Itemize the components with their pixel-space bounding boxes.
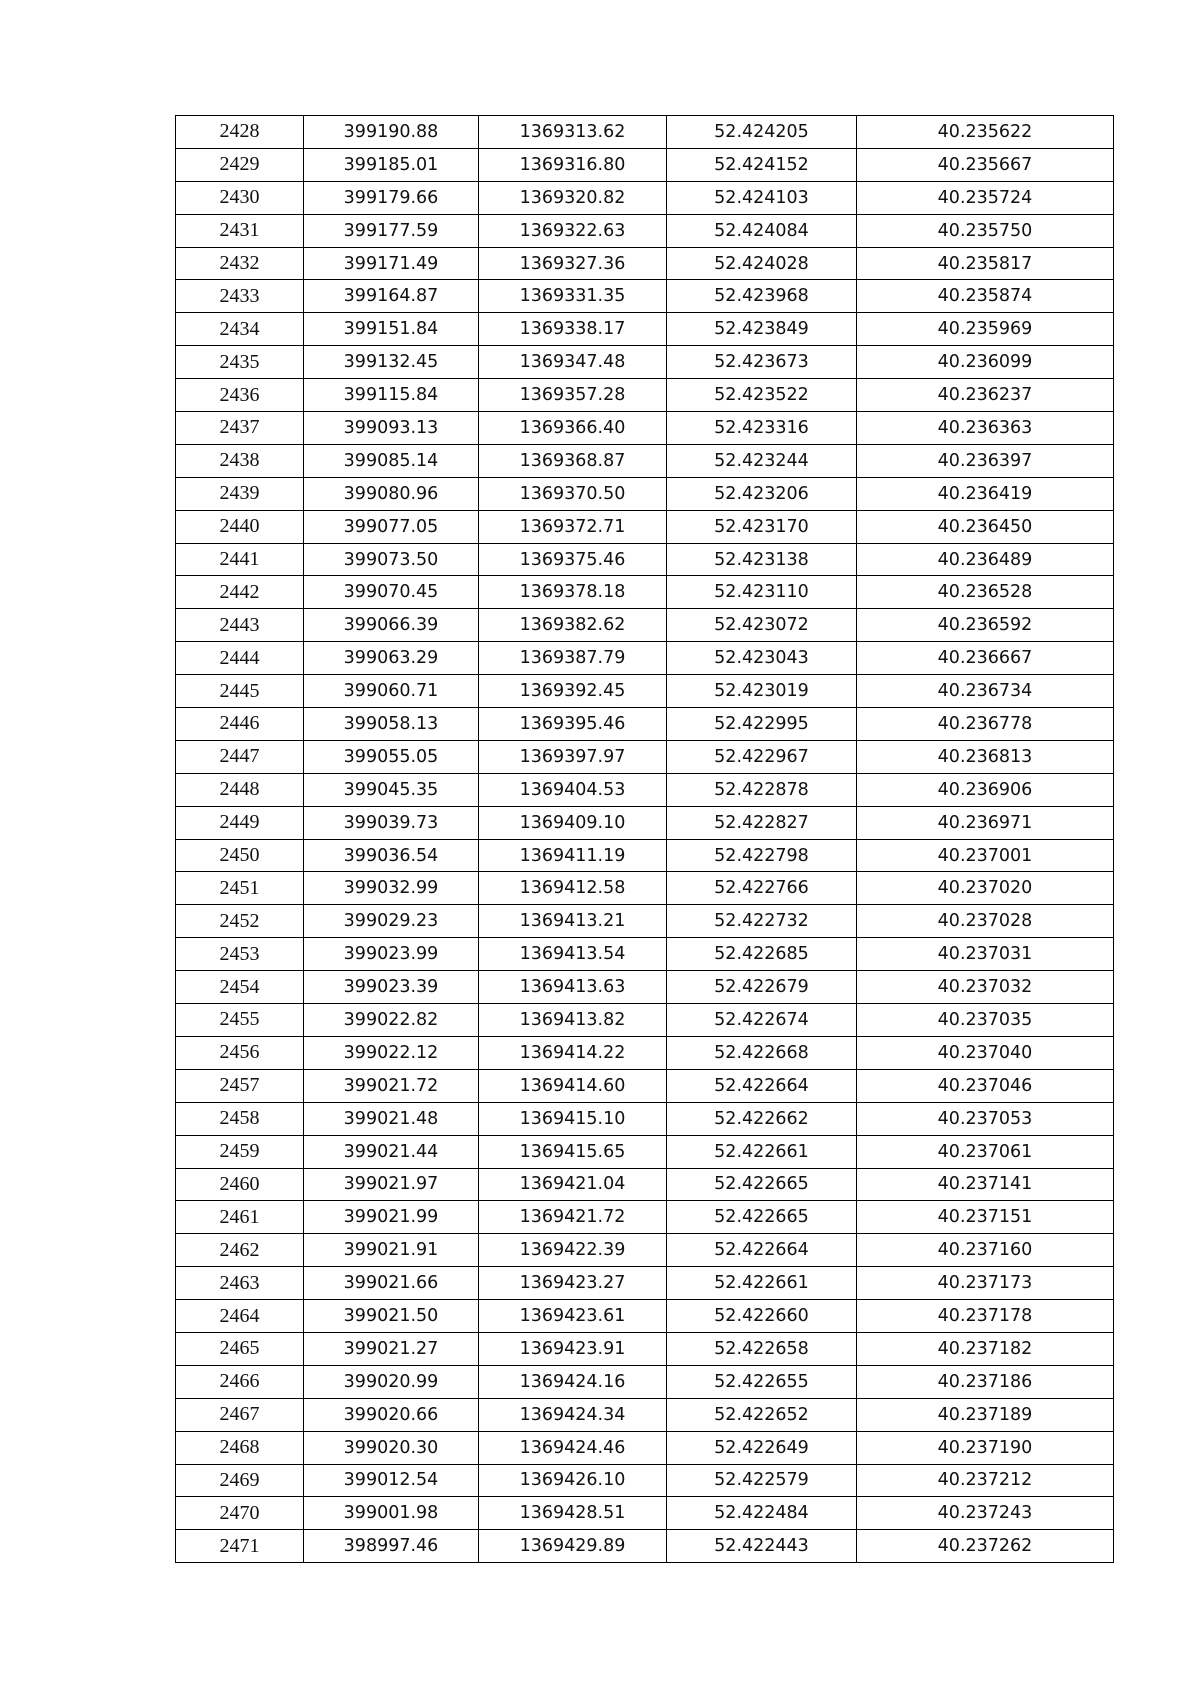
table-row [176, 773, 1114, 806]
latitude-cell: 52.423072 [667, 609, 857, 642]
longitude-cell: 40.237262 [857, 1530, 1114, 1563]
latitude-cell: 52.422655 [667, 1365, 857, 1398]
table-row [176, 740, 1114, 773]
point-number-cell: 2436 [176, 379, 304, 412]
table-row [176, 1398, 1114, 1431]
longitude-cell: 40.236237 [857, 379, 1114, 412]
latitude-cell: 52.422995 [667, 708, 857, 741]
table-row [176, 181, 1114, 214]
y-coordinate-cell: 1369413.63 [479, 971, 667, 1004]
point-number-cell: 2439 [176, 477, 304, 510]
longitude-cell: 40.237190 [857, 1431, 1114, 1464]
x-coordinate-cell: 399021.48 [304, 1102, 479, 1135]
y-coordinate-cell: 1369387.79 [479, 642, 667, 675]
latitude-cell: 52.423170 [667, 510, 857, 543]
x-coordinate-cell: 399023.39 [304, 971, 479, 1004]
longitude-cell: 40.236397 [857, 444, 1114, 477]
latitude-cell: 52.422679 [667, 971, 857, 1004]
x-coordinate-cell: 399093.13 [304, 412, 479, 445]
point-number-cell: 2458 [176, 1102, 304, 1135]
latitude-cell: 52.422827 [667, 806, 857, 839]
y-coordinate-cell: 1369327.36 [479, 247, 667, 280]
latitude-cell: 52.424103 [667, 181, 857, 214]
table-row [176, 510, 1114, 543]
point-number-cell: 2432 [176, 247, 304, 280]
latitude-cell: 52.423138 [667, 543, 857, 576]
latitude-cell: 52.424205 [667, 116, 857, 149]
longitude-cell: 40.237212 [857, 1464, 1114, 1497]
x-coordinate-cell: 399021.50 [304, 1300, 479, 1333]
latitude-cell: 52.423019 [667, 675, 857, 708]
table-row [176, 313, 1114, 346]
table-row [176, 1069, 1114, 1102]
x-coordinate-cell: 399039.73 [304, 806, 479, 839]
latitude-cell: 52.422579 [667, 1464, 857, 1497]
table-row [176, 543, 1114, 576]
longitude-cell: 40.237182 [857, 1332, 1114, 1365]
y-coordinate-cell: 1369414.60 [479, 1069, 667, 1102]
longitude-cell: 40.236813 [857, 740, 1114, 773]
latitude-cell: 52.422658 [667, 1332, 857, 1365]
x-coordinate-cell: 399151.84 [304, 313, 479, 346]
longitude-cell: 40.237053 [857, 1102, 1114, 1135]
y-coordinate-cell: 1369423.91 [479, 1332, 667, 1365]
point-number-cell: 2456 [176, 1036, 304, 1069]
table-row [176, 1497, 1114, 1530]
x-coordinate-cell: 399045.35 [304, 773, 479, 806]
latitude-cell: 52.422665 [667, 1201, 857, 1234]
longitude-cell: 40.237032 [857, 971, 1114, 1004]
y-coordinate-cell: 1369413.54 [479, 938, 667, 971]
latitude-cell: 52.422878 [667, 773, 857, 806]
x-coordinate-cell: 399164.87 [304, 280, 479, 313]
y-coordinate-cell: 1369331.35 [479, 280, 667, 313]
y-coordinate-cell: 1369429.89 [479, 1530, 667, 1563]
point-number-cell: 2467 [176, 1398, 304, 1431]
point-number-cell: 2431 [176, 214, 304, 247]
x-coordinate-cell: 398997.46 [304, 1530, 479, 1563]
table-row [176, 609, 1114, 642]
y-coordinate-cell: 1369424.46 [479, 1431, 667, 1464]
longitude-cell: 40.235969 [857, 313, 1114, 346]
y-coordinate-cell: 1369397.97 [479, 740, 667, 773]
longitude-cell: 40.237173 [857, 1267, 1114, 1300]
y-coordinate-cell: 1369411.19 [479, 839, 667, 872]
table-row [176, 346, 1114, 379]
latitude-cell: 52.422660 [667, 1300, 857, 1333]
table-row [176, 675, 1114, 708]
y-coordinate-cell: 1369347.48 [479, 346, 667, 379]
x-coordinate-cell: 399020.30 [304, 1431, 479, 1464]
longitude-cell: 40.237001 [857, 839, 1114, 872]
longitude-cell: 40.237020 [857, 872, 1114, 905]
point-number-cell: 2461 [176, 1201, 304, 1234]
longitude-cell: 40.235874 [857, 280, 1114, 313]
longitude-cell: 40.237160 [857, 1234, 1114, 1267]
longitude-cell: 40.237040 [857, 1036, 1114, 1069]
latitude-cell: 52.422664 [667, 1234, 857, 1267]
y-coordinate-cell: 1369368.87 [479, 444, 667, 477]
longitude-cell: 40.236971 [857, 806, 1114, 839]
latitude-cell: 52.423849 [667, 313, 857, 346]
latitude-cell: 52.422662 [667, 1102, 857, 1135]
point-number-cell: 2428 [176, 116, 304, 149]
x-coordinate-cell: 399077.05 [304, 510, 479, 543]
point-number-cell: 2469 [176, 1464, 304, 1497]
latitude-cell: 52.422668 [667, 1036, 857, 1069]
x-coordinate-cell: 399036.54 [304, 839, 479, 872]
table-row [176, 1135, 1114, 1168]
x-coordinate-cell: 399185.01 [304, 148, 479, 181]
table-row [176, 938, 1114, 971]
latitude-cell: 52.423206 [667, 477, 857, 510]
y-coordinate-cell: 1369413.21 [479, 905, 667, 938]
x-coordinate-cell: 399032.99 [304, 872, 479, 905]
longitude-cell: 40.236778 [857, 708, 1114, 741]
y-coordinate-cell: 1369357.28 [479, 379, 667, 412]
latitude-cell: 52.423316 [667, 412, 857, 445]
point-number-cell: 2464 [176, 1300, 304, 1333]
table-row [176, 1365, 1114, 1398]
longitude-cell: 40.237178 [857, 1300, 1114, 1333]
y-coordinate-cell: 1369415.65 [479, 1135, 667, 1168]
point-number-cell: 2443 [176, 609, 304, 642]
longitude-cell: 40.237189 [857, 1398, 1114, 1431]
point-number-cell: 2448 [176, 773, 304, 806]
y-coordinate-cell: 1369382.62 [479, 609, 667, 642]
point-number-cell: 2454 [176, 971, 304, 1004]
point-number-cell: 2465 [176, 1332, 304, 1365]
latitude-cell: 52.422798 [667, 839, 857, 872]
x-coordinate-cell: 399055.05 [304, 740, 479, 773]
longitude-cell: 40.235667 [857, 148, 1114, 181]
point-number-cell: 2438 [176, 444, 304, 477]
x-coordinate-cell: 399171.49 [304, 247, 479, 280]
y-coordinate-cell: 1369409.10 [479, 806, 667, 839]
table-row [176, 1332, 1114, 1365]
point-number-cell: 2463 [176, 1267, 304, 1300]
table-row [176, 1234, 1114, 1267]
x-coordinate-cell: 399022.12 [304, 1036, 479, 1069]
x-coordinate-cell: 399063.29 [304, 642, 479, 675]
table-row [176, 379, 1114, 412]
table-row [176, 1530, 1114, 1563]
x-coordinate-cell: 399023.99 [304, 938, 479, 971]
x-coordinate-cell: 399060.71 [304, 675, 479, 708]
table-row [176, 412, 1114, 445]
table-row [176, 971, 1114, 1004]
table-row [176, 148, 1114, 181]
y-coordinate-cell: 1369378.18 [479, 576, 667, 609]
x-coordinate-cell: 399012.54 [304, 1464, 479, 1497]
latitude-cell: 52.422484 [667, 1497, 857, 1530]
y-coordinate-cell: 1369415.10 [479, 1102, 667, 1135]
x-coordinate-cell: 399190.88 [304, 116, 479, 149]
y-coordinate-cell: 1369423.61 [479, 1300, 667, 1333]
longitude-cell: 40.237061 [857, 1135, 1114, 1168]
y-coordinate-cell: 1369320.82 [479, 181, 667, 214]
point-number-cell: 2441 [176, 543, 304, 576]
latitude-cell: 52.422664 [667, 1069, 857, 1102]
point-number-cell: 2449 [176, 806, 304, 839]
x-coordinate-cell: 399021.97 [304, 1168, 479, 1201]
point-number-cell: 2447 [176, 740, 304, 773]
y-coordinate-cell: 1369414.22 [479, 1036, 667, 1069]
latitude-cell: 52.422661 [667, 1135, 857, 1168]
x-coordinate-cell: 399029.23 [304, 905, 479, 938]
point-number-cell: 2466 [176, 1365, 304, 1398]
point-number-cell: 2445 [176, 675, 304, 708]
x-coordinate-cell: 399020.66 [304, 1398, 479, 1431]
y-coordinate-cell: 1369370.50 [479, 477, 667, 510]
latitude-cell: 52.422661 [667, 1267, 857, 1300]
longitude-cell: 40.235622 [857, 116, 1114, 149]
table-row [176, 1464, 1114, 1497]
y-coordinate-cell: 1369313.62 [479, 116, 667, 149]
latitude-cell: 52.423522 [667, 379, 857, 412]
x-coordinate-cell: 399066.39 [304, 609, 479, 642]
longitude-cell: 40.236489 [857, 543, 1114, 576]
table-row [176, 806, 1114, 839]
longitude-cell: 40.237243 [857, 1497, 1114, 1530]
longitude-cell: 40.236450 [857, 510, 1114, 543]
latitude-cell: 52.424028 [667, 247, 857, 280]
table-row [176, 444, 1114, 477]
table-row [176, 1036, 1114, 1069]
longitude-cell: 40.236592 [857, 609, 1114, 642]
table-row [176, 1300, 1114, 1333]
longitude-cell: 40.236906 [857, 773, 1114, 806]
y-coordinate-cell: 1369426.10 [479, 1464, 667, 1497]
table-row [176, 1004, 1114, 1037]
point-number-cell: 2462 [176, 1234, 304, 1267]
table-row [176, 214, 1114, 247]
longitude-cell: 40.237035 [857, 1004, 1114, 1037]
longitude-cell: 40.237186 [857, 1365, 1114, 1398]
table-row [176, 576, 1114, 609]
latitude-cell: 52.422443 [667, 1530, 857, 1563]
latitude-cell: 52.424152 [667, 148, 857, 181]
table-row [176, 872, 1114, 905]
coordinates-table-body [176, 116, 1114, 1563]
latitude-cell: 52.423244 [667, 444, 857, 477]
table-row [176, 1431, 1114, 1464]
point-number-cell: 2452 [176, 905, 304, 938]
y-coordinate-cell: 1369424.34 [479, 1398, 667, 1431]
x-coordinate-cell: 399080.96 [304, 477, 479, 510]
y-coordinate-cell: 1369413.82 [479, 1004, 667, 1037]
x-coordinate-cell: 399070.45 [304, 576, 479, 609]
point-number-cell: 2442 [176, 576, 304, 609]
point-number-cell: 2455 [176, 1004, 304, 1037]
point-number-cell: 2457 [176, 1069, 304, 1102]
table-row [176, 116, 1114, 149]
latitude-cell: 52.424084 [667, 214, 857, 247]
point-number-cell: 2434 [176, 313, 304, 346]
latitude-cell: 52.422665 [667, 1168, 857, 1201]
longitude-cell: 40.237028 [857, 905, 1114, 938]
longitude-cell: 40.235817 [857, 247, 1114, 280]
longitude-cell: 40.236419 [857, 477, 1114, 510]
point-number-cell: 2459 [176, 1135, 304, 1168]
point-number-cell: 2446 [176, 708, 304, 741]
point-number-cell: 2470 [176, 1497, 304, 1530]
table-row [176, 1201, 1114, 1234]
point-number-cell: 2433 [176, 280, 304, 313]
x-coordinate-cell: 399022.82 [304, 1004, 479, 1037]
y-coordinate-cell: 1369372.71 [479, 510, 667, 543]
y-coordinate-cell: 1369423.27 [479, 1267, 667, 1300]
x-coordinate-cell: 399177.59 [304, 214, 479, 247]
point-number-cell: 2440 [176, 510, 304, 543]
x-coordinate-cell: 399020.99 [304, 1365, 479, 1398]
y-coordinate-cell: 1369322.63 [479, 214, 667, 247]
latitude-cell: 52.422766 [667, 872, 857, 905]
point-number-cell: 2468 [176, 1431, 304, 1464]
latitude-cell: 52.423968 [667, 280, 857, 313]
y-coordinate-cell: 1369395.46 [479, 708, 667, 741]
point-number-cell: 2429 [176, 148, 304, 181]
y-coordinate-cell: 1369428.51 [479, 1497, 667, 1530]
point-number-cell: 2471 [176, 1530, 304, 1563]
latitude-cell: 52.422732 [667, 905, 857, 938]
x-coordinate-cell: 399132.45 [304, 346, 479, 379]
latitude-cell: 52.422649 [667, 1431, 857, 1464]
x-coordinate-cell: 399021.91 [304, 1234, 479, 1267]
x-coordinate-cell: 399021.44 [304, 1135, 479, 1168]
table-row [176, 839, 1114, 872]
point-number-cell: 2437 [176, 412, 304, 445]
table-row [176, 477, 1114, 510]
y-coordinate-cell: 1369316.80 [479, 148, 667, 181]
x-coordinate-cell: 399179.66 [304, 181, 479, 214]
latitude-cell: 52.422967 [667, 740, 857, 773]
latitude-cell: 52.422652 [667, 1398, 857, 1431]
longitude-cell: 40.236734 [857, 675, 1114, 708]
longitude-cell: 40.236363 [857, 412, 1114, 445]
x-coordinate-cell: 399021.99 [304, 1201, 479, 1234]
point-number-cell: 2430 [176, 181, 304, 214]
table-row [176, 905, 1114, 938]
longitude-cell: 40.236099 [857, 346, 1114, 379]
longitude-cell: 40.236528 [857, 576, 1114, 609]
table-row [176, 642, 1114, 675]
x-coordinate-cell: 399115.84 [304, 379, 479, 412]
x-coordinate-cell: 399073.50 [304, 543, 479, 576]
longitude-cell: 40.237031 [857, 938, 1114, 971]
y-coordinate-cell: 1369421.04 [479, 1168, 667, 1201]
longitude-cell: 40.237046 [857, 1069, 1114, 1102]
table-row [176, 708, 1114, 741]
coordinates-table [175, 115, 1114, 1563]
y-coordinate-cell: 1369366.40 [479, 412, 667, 445]
longitude-cell: 40.237141 [857, 1168, 1114, 1201]
table-row [176, 1168, 1114, 1201]
x-coordinate-cell: 399021.66 [304, 1267, 479, 1300]
latitude-cell: 52.423043 [667, 642, 857, 675]
latitude-cell: 52.423110 [667, 576, 857, 609]
point-number-cell: 2453 [176, 938, 304, 971]
point-number-cell: 2460 [176, 1168, 304, 1201]
y-coordinate-cell: 1369421.72 [479, 1201, 667, 1234]
x-coordinate-cell: 399058.13 [304, 708, 479, 741]
x-coordinate-cell: 399085.14 [304, 444, 479, 477]
latitude-cell: 52.422685 [667, 938, 857, 971]
table-row [176, 280, 1114, 313]
point-number-cell: 2444 [176, 642, 304, 675]
table-row [176, 1267, 1114, 1300]
y-coordinate-cell: 1369404.53 [479, 773, 667, 806]
y-coordinate-cell: 1369422.39 [479, 1234, 667, 1267]
point-number-cell: 2435 [176, 346, 304, 379]
point-number-cell: 2451 [176, 872, 304, 905]
longitude-cell: 40.235724 [857, 181, 1114, 214]
point-number-cell: 2450 [176, 839, 304, 872]
y-coordinate-cell: 1369338.17 [479, 313, 667, 346]
x-coordinate-cell: 399001.98 [304, 1497, 479, 1530]
latitude-cell: 52.422674 [667, 1004, 857, 1037]
y-coordinate-cell: 1369375.46 [479, 543, 667, 576]
longitude-cell: 40.235750 [857, 214, 1114, 247]
table-row [176, 247, 1114, 280]
x-coordinate-cell: 399021.27 [304, 1332, 479, 1365]
y-coordinate-cell: 1369412.58 [479, 872, 667, 905]
y-coordinate-cell: 1369392.45 [479, 675, 667, 708]
x-coordinate-cell: 399021.72 [304, 1069, 479, 1102]
table-row [176, 1102, 1114, 1135]
longitude-cell: 40.237151 [857, 1201, 1114, 1234]
latitude-cell: 52.423673 [667, 346, 857, 379]
longitude-cell: 40.236667 [857, 642, 1114, 675]
y-coordinate-cell: 1369424.16 [479, 1365, 667, 1398]
